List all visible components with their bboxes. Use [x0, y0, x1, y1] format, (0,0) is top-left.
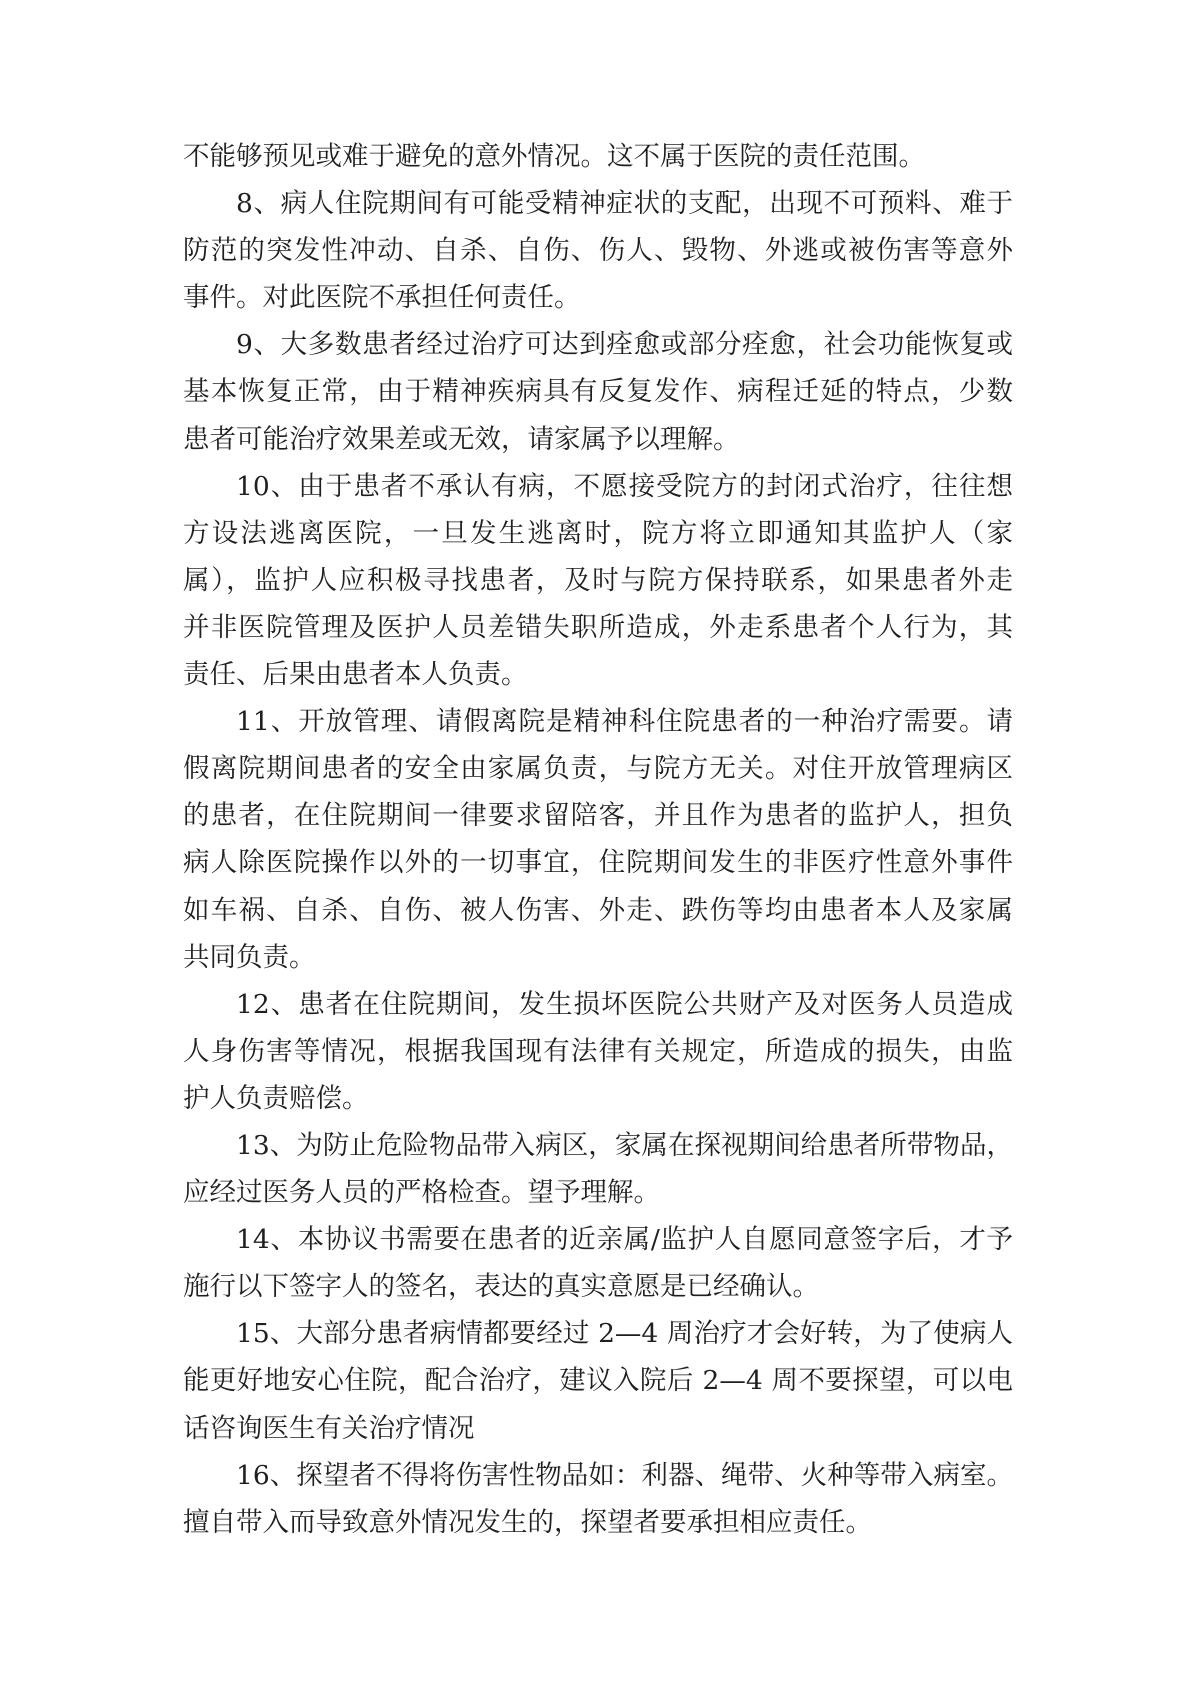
- text-line: 应经过医务人员的严格检查。望予理解。: [183, 1177, 660, 1209]
- text-line: 施行以下签字人的签名，表达的真实意愿是已经确认。: [183, 1271, 819, 1303]
- text-line: 事件。对此医院不承担任何责任。: [183, 282, 581, 314]
- text-line: 基本恢复正常，由于精神疾病具有反复发作、病程迁延的特点，少数: [183, 376, 1013, 408]
- paragraph-p11: [183, 698, 1013, 981]
- text-line: 13、为防止危险物品带入病区，家属在探视期间给患者所带物品，: [236, 1129, 1013, 1161]
- paragraph-p15: [183, 1310, 1013, 1451]
- text-line: 属），监护人应积极寻找患者，及时与院方保持联系，如果患者外走: [183, 564, 1013, 596]
- text-line: 12、患者在住院期间，发生损坏医院公共财产及对医务人员造成: [236, 988, 1013, 1020]
- text-line: 的患者，在住院期间一律要求留陪客，并且作为患者的监护人，担负: [183, 800, 1013, 832]
- text-line: 共同负责。: [183, 941, 316, 973]
- text-line: 防范的突发性冲动、自杀、自伤、伤人、毁物、外逃或被伤害等意外: [183, 235, 1013, 267]
- paragraph-p10: [183, 463, 1013, 698]
- text-line: 16、探望者不得将伤害性物品如：利器、绳带、火种等带入病室。: [236, 1459, 1013, 1491]
- text-line: 并非医院管理及医护人员差错失职所造成，外走系患者个人行为，其: [183, 611, 1013, 643]
- paragraph-p12: [183, 981, 1013, 1122]
- paragraph-p16: [183, 1452, 1013, 1546]
- paragraph-p8: [183, 180, 1013, 321]
- text-line: 人身伤害等情况，根据我国现有法律有关规定，所造成的损失，由监: [183, 1035, 1013, 1067]
- text-line: 能更好地安心住院，配合治疗，建议入院后 2—4 周不要探望，可以电: [183, 1365, 1013, 1397]
- text-line: 9、大多数患者经过治疗可达到痊愈或部分痊愈，社会功能恢复或: [236, 329, 1013, 361]
- text-line: 患者可能治疗效果差或无效，请家属予以理解。: [183, 423, 740, 455]
- paragraph-p13: [183, 1122, 1013, 1216]
- paragraph-p14: [183, 1216, 1013, 1310]
- document-body: [183, 133, 1013, 1546]
- text-line: 8、病人住院期间有可能受精神症状的支配，出现不可预料、难于: [236, 188, 1013, 220]
- text-line: 14、本协议书需要在患者的近亲属/监护人自愿同意签字后，才予: [236, 1224, 1013, 1256]
- text-line: 10、由于患者不承认有病，不愿接受院方的封闭式治疗，往往想: [236, 470, 1013, 502]
- text-line: 擅自带入而导致意外情况发生的，探望者要承担相应责任。: [183, 1506, 872, 1538]
- text-line: 责任、后果由患者本人负责。: [183, 659, 528, 691]
- text-line: 11、开放管理、请假离院是精神科住院患者的一种治疗需要。请: [236, 706, 1013, 738]
- text-line: 假离院期间患者的安全由家属负责，与院方无关。对住开放管理病区: [183, 753, 1013, 785]
- text-line: 话咨询医生有关治疗情况: [183, 1412, 475, 1444]
- text-line: 15、大部分患者病情都要经过 2—4 周治疗才会好转，为了使病人: [236, 1318, 1013, 1350]
- text-line: 护人负责赔偿。: [183, 1082, 369, 1114]
- paragraph-p-continuation: [183, 133, 1013, 180]
- text-line: 如车祸、自杀、自伤、被人伤害、外走、跌伤等均由患者本人及家属: [183, 894, 1013, 926]
- text-line: 病人除医院操作以外的一切事宜，住院期间发生的非医疗性意外事件: [183, 847, 1013, 879]
- text-line: 不能够预见或难于避免的意外情况。这不属于医院的责任范围。: [183, 141, 925, 172]
- text-line: 方设法逃离医院，一旦发生逃离时，院方将立即通知其监护人（家: [183, 517, 1013, 549]
- paragraph-p9: [183, 321, 1013, 462]
